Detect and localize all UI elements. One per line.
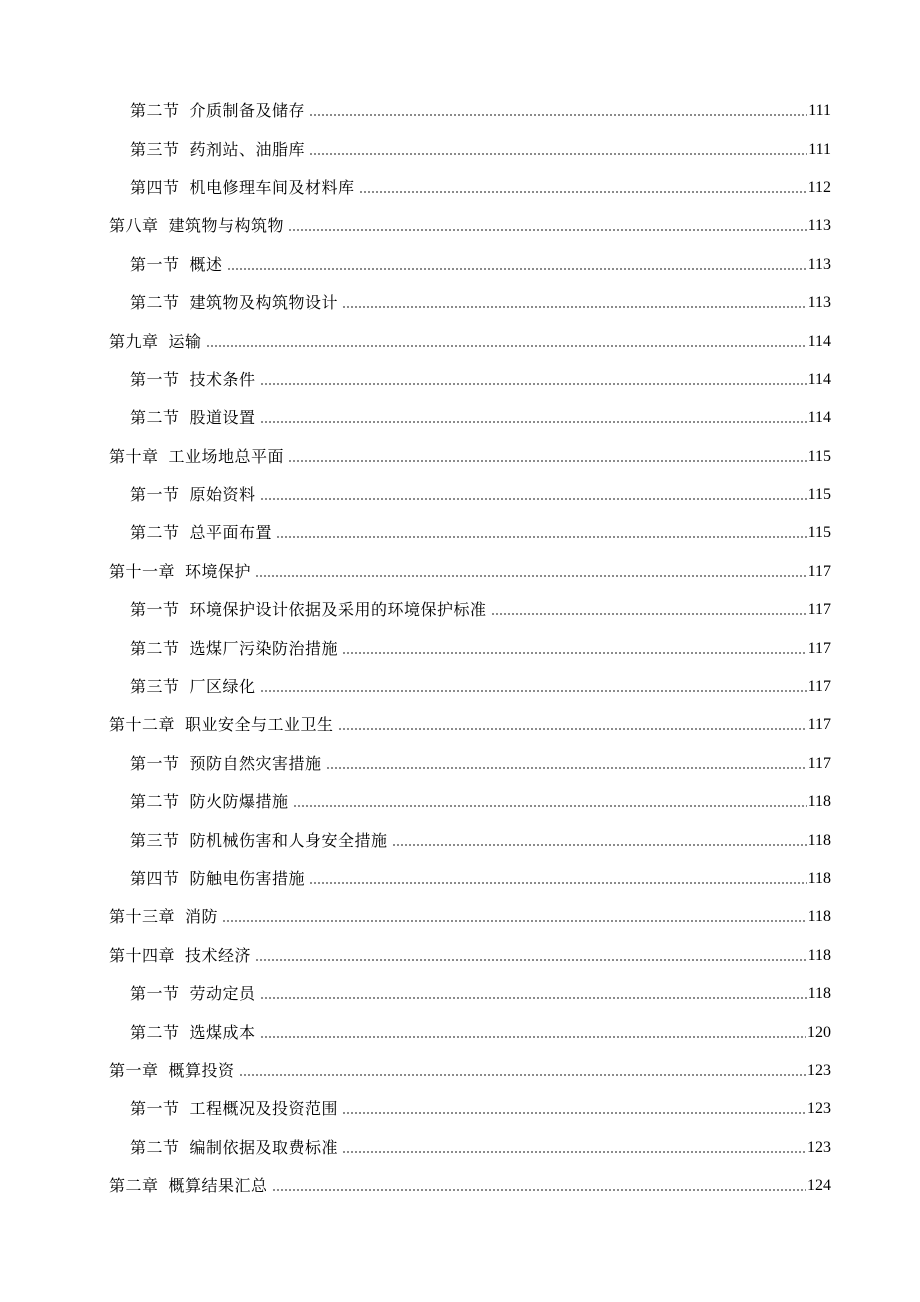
toc-section-entry[interactable]	[0, 591, 920, 629]
toc-section-entry[interactable]	[0, 246, 920, 284]
toc-section-entry[interactable]	[0, 399, 920, 437]
toc-entry-title: 环境保护	[185, 561, 252, 581]
toc-entry-number: 第二节	[130, 792, 180, 812]
toc-dot-leader	[342, 1099, 806, 1119]
toc-page-number: 117	[807, 754, 831, 772]
toc-page-number: 113	[807, 217, 831, 235]
toc-dot-leader	[491, 600, 807, 620]
toc-dot-leader	[326, 754, 807, 774]
toc-section-entry[interactable]	[0, 361, 920, 399]
toc-entry-title: 选煤厂污染防治措施	[189, 638, 339, 658]
toc-entry-number: 第二节	[130, 523, 180, 543]
toc-section-entry[interactable]	[0, 476, 920, 514]
toc-entry-number: 第九章	[109, 331, 159, 351]
toc-chapter-entry[interactable]	[0, 553, 920, 591]
toc-chapter-entry[interactable]	[0, 706, 920, 744]
toc-dot-leader	[260, 1023, 806, 1043]
toc-entry-number: 第四节	[130, 869, 180, 888]
toc-entry-title: 消防	[185, 907, 219, 927]
toc-dot-leader	[359, 178, 807, 198]
toc-entry-number: 第三节	[130, 830, 180, 850]
toc-entry-title: 工业场地总平面	[168, 446, 285, 466]
toc-dot-leader	[260, 370, 807, 390]
toc-page-number: 124	[807, 1177, 831, 1195]
toc-entry-number: 第十三章	[109, 907, 176, 927]
toc-entry-title: 环境保护设计依据及采用的环境保护标准	[189, 600, 487, 620]
toc-page-number: 117	[807, 639, 831, 657]
toc-entry-title: 运输	[168, 331, 202, 351]
toc-page-number: 117	[807, 716, 831, 734]
toc-section-entry[interactable]	[0, 1090, 920, 1128]
toc-section-entry[interactable]	[0, 92, 920, 130]
toc-section-entry[interactable]	[0, 745, 920, 783]
toc-entry-number: 第一节	[130, 753, 180, 773]
toc-entry-title: 技术经济	[185, 945, 252, 965]
toc-entry-title: 防火防爆措施	[189, 792, 289, 812]
toc-page-number: 118	[807, 870, 831, 887]
toc-entry-number: 第三节	[130, 139, 180, 159]
toc-entry-title: 防机械伤害和人身安全措施	[189, 830, 388, 850]
toc-section-entry[interactable]	[0, 860, 920, 898]
toc-entry-title: 劳动定员	[189, 984, 256, 1004]
toc-dot-leader	[260, 485, 807, 505]
toc-entry-title: 概算结果汇总	[168, 1176, 268, 1196]
toc-page-number: 118	[807, 908, 831, 926]
toc-page-number: 117	[807, 678, 831, 696]
toc-page-number: 112	[807, 178, 831, 196]
toc-dot-leader	[276, 523, 807, 543]
toc-entry-number: 第二节	[130, 408, 180, 428]
toc-entry-title: 药剂站、油脂库	[189, 139, 306, 159]
toc-chapter-entry[interactable]	[0, 207, 920, 245]
toc-dot-leader	[338, 715, 807, 735]
toc-page-number: 123	[807, 1138, 831, 1156]
toc-page-number: 115	[807, 524, 831, 542]
toc-page-number: 123	[807, 1100, 831, 1118]
toc-page-number: 114	[807, 332, 831, 350]
toc-entry-number: 第一节	[130, 254, 180, 274]
toc-dot-leader	[288, 447, 807, 467]
toc-entry-number: 第一章	[109, 1060, 159, 1080]
toc-section-entry[interactable]	[0, 821, 920, 859]
toc-section-entry[interactable]	[0, 1013, 920, 1051]
toc-page-number: 114	[807, 370, 831, 388]
toc-dot-leader	[260, 677, 807, 697]
toc-entry-number: 第一节	[130, 485, 180, 505]
toc-page-number: 117	[807, 601, 831, 619]
toc-entry-title: 技术条件	[189, 369, 256, 389]
toc-dot-leader	[255, 946, 807, 966]
toc-dot-leader	[342, 293, 807, 313]
toc-chapter-entry[interactable]	[0, 322, 920, 360]
toc-dot-leader	[342, 1138, 806, 1158]
toc-page-number: 114	[807, 409, 831, 427]
toc-dot-leader	[260, 984, 807, 1004]
toc-page-number: 113	[807, 255, 831, 273]
toc-section-entry[interactable]	[0, 1129, 920, 1167]
toc-page-number: 115	[807, 486, 831, 504]
toc-entry-title: 防触电伤害措施	[189, 869, 306, 888]
toc-dot-leader	[309, 140, 807, 160]
toc-page-number: 117	[807, 562, 831, 580]
toc-entry-number: 第四节	[130, 177, 180, 197]
toc-entry-title: 厂区绿化	[189, 677, 256, 697]
toc-entry-number: 第一节	[130, 600, 180, 620]
toc-entry-title: 预防自然灾害措施	[189, 753, 322, 773]
toc-dot-leader	[288, 216, 807, 236]
toc-page-number: 115	[807, 447, 831, 465]
toc-entry-number: 第二章	[109, 1176, 159, 1196]
toc-dot-leader	[342, 639, 807, 659]
toc-dot-leader	[260, 408, 807, 428]
toc-page-number: 111	[808, 102, 831, 120]
toc-page-number: 123	[807, 1061, 831, 1079]
toc-page-number: 118	[807, 831, 831, 849]
toc-entry-number: 第一节	[130, 369, 180, 389]
toc-chapter-entry[interactable]	[0, 1167, 920, 1205]
toc-dot-leader	[309, 101, 807, 121]
toc-entry-title: 职业安全与工业卫生	[185, 715, 334, 735]
toc-section-entry[interactable]	[0, 130, 920, 168]
toc-entry-title: 股道设置	[189, 408, 256, 428]
toc-page-number: 113	[807, 294, 831, 312]
toc-entry-number: 第二节	[130, 638, 180, 658]
toc-page-number: 111	[808, 140, 831, 158]
toc-entry-number: 第十四章	[109, 945, 176, 965]
toc-entry-number: 第十章	[109, 446, 159, 466]
toc-entry-number: 第八章	[109, 216, 159, 236]
toc-chapter-entry[interactable]	[0, 898, 920, 936]
toc-entry-title: 工程概况及投资范围	[189, 1099, 339, 1119]
toc-entry-number: 第十二章	[109, 715, 176, 735]
toc-dot-leader	[293, 792, 807, 812]
toc-dot-leader	[222, 907, 807, 927]
toc-dot-leader	[255, 562, 807, 582]
toc-section-entry[interactable]	[0, 169, 920, 207]
toc-entry-title: 介质制备及储存	[189, 101, 306, 121]
toc-section-entry[interactable]	[0, 629, 920, 667]
toc-entry-title: 选煤成本	[189, 1022, 256, 1042]
toc-section-entry[interactable]	[0, 975, 920, 1013]
toc-section-entry[interactable]	[0, 668, 920, 706]
toc-section-entry[interactable]	[0, 783, 920, 821]
toc-entry-number: 第一节	[130, 1099, 180, 1119]
toc-section-entry[interactable]	[0, 284, 920, 322]
toc-dot-leader	[227, 255, 807, 275]
toc-page-number: 120	[807, 1023, 831, 1041]
toc-entry-title: 机电修理车间及材料库	[189, 177, 355, 197]
toc-entry-number: 第三节	[130, 677, 180, 697]
toc-chapter-entry[interactable]	[0, 937, 920, 975]
toc-entry-number: 第二节	[130, 1022, 180, 1042]
toc-page-number: 118	[807, 793, 831, 811]
toc-entry-title: 概述	[189, 254, 223, 274]
toc-entry-number: 第二节	[130, 101, 180, 121]
toc-entry-title: 原始资料	[189, 485, 256, 505]
toc-chapter-entry[interactable]	[0, 1052, 920, 1090]
toc-chapter-entry[interactable]	[0, 438, 920, 476]
toc-dot-leader	[272, 1176, 806, 1196]
toc-dot-leader	[206, 332, 807, 352]
toc-entry-title: 编制依据及取费标准	[189, 1137, 339, 1157]
toc-entry-title: 总平面布置	[189, 523, 273, 543]
toc-entry-number: 第十一章	[109, 561, 176, 581]
toc-entry-number: 第一节	[130, 984, 180, 1004]
table-of-contents	[0, 92, 920, 1205]
toc-entry-title: 概算投资	[168, 1060, 235, 1080]
toc-page-number: 118	[807, 985, 831, 1003]
toc-entry-number: 第二节	[130, 1137, 180, 1157]
toc-entry-number: 第二节	[130, 293, 180, 313]
toc-dot-leader	[309, 869, 807, 889]
toc-page-number: 118	[807, 946, 831, 964]
toc-dot-leader	[239, 1061, 806, 1081]
toc-entry-title: 建筑物与构筑物	[168, 216, 285, 236]
toc-entry-title: 建筑物及构筑物设计	[189, 293, 339, 313]
toc-dot-leader	[392, 831, 807, 851]
toc-section-entry[interactable]	[0, 514, 920, 552]
